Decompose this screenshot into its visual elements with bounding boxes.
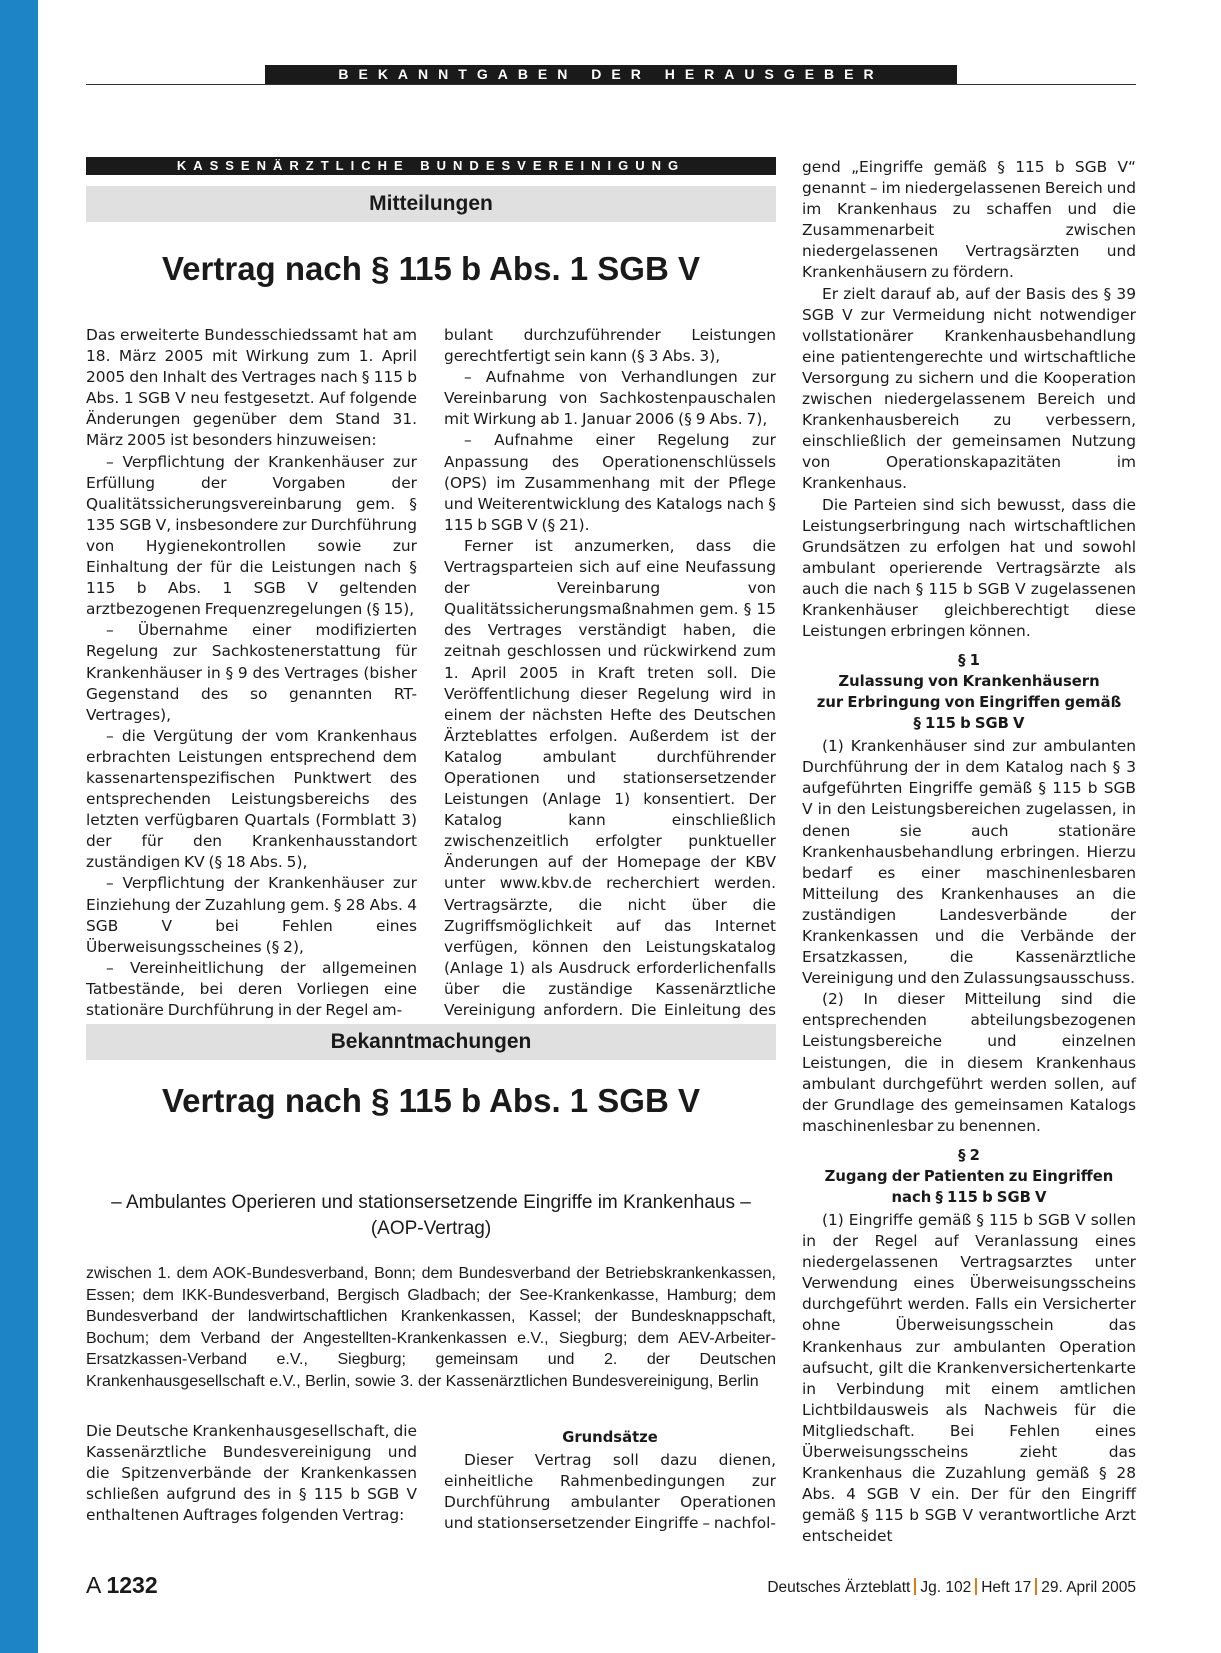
mitteilungen-title: Vertrag nach § 115 b Abs. 1 SGB V (161, 250, 700, 287)
paragraph: Die Parteien sind sich bewusst, dass die Leistungserbringung nach wirtschaftlichen Grundsätzen zu erfolgen hat und sowohl ambulant operierende Vertragsärzte als auch die nach § 115 b SGB V zugelassenen Krankenhäuser gleichberechtigt diese Leistungen erbringen können. (802, 495, 1136, 641)
journal-info (767, 1578, 1136, 1597)
section-title: § 115 b SGB V (913, 715, 1025, 733)
subtitle-line: (AOP-Vertrag) (370, 1218, 492, 1239)
paragraph: bulant durchzuführender Leistungen gerechtfertigt sein kann (§ 3 Abs. 3), (444, 326, 776, 366)
paragraph: (2) In dieser Mitteilung sind die entsprechenden abteilungsbezogenen Leistungsbereiche und einzelnen Leistungen, die in diesem Krankenhaus ambulant durchgeführt werden sollen, auf der Grundlage des gemeinsamen Katalogs maschinenlesbar zu benennen. (802, 990, 1136, 1135)
journal-date: 29. April 2005 (1041, 1579, 1136, 1596)
page-prefix: A (86, 1572, 101, 1598)
section-heading: Grundsätze (562, 1429, 658, 1446)
grundsaetze-column (444, 1421, 776, 1534)
paragraph: – die Vergütung der vom Krankenhaus erbrachten Leistungen entsprechend dem kassenartenspezifischen Punktwert des entsprechenden Leistungsbereichs des letzten verfügbaren Quartals (Formblatt 3) der für den Krankenhausstandort zuständigen KV (§ 18 Abs. 5), (86, 726, 417, 872)
contract-column-3 (802, 157, 1136, 1547)
section-title: nach § 115 b SGB V (891, 1188, 1047, 1206)
kbv-banner: KASSENÄRZTLICHE BUNDESVEREINIGUNG (86, 157, 776, 175)
section-title: Zugang der Patienten zu Eingriffen (824, 1167, 1114, 1185)
paragraph: Das erweiterte Bundesschiedssamt hat am 18. März 2005 mit Wirkung zum 1. April 2005 den Inhalt des Vertrages nach § 115 b Abs. 1 SGB V neu festgesetzt. Auf folgende Änderungen gegenüber dem Stand 31. März 2005 ist besonders hinzuweisen: (86, 326, 417, 450)
mitteilungen-column-2 (444, 325, 776, 1063)
paragraph: (1) Krankenhäuser sind zur ambulanten Durchführung der in dem Katalog nach § 3 aufgeführten Eingriffe gemäß § 115 b SGB V in den Leistungsbereichen zugelassen, in denen sie auch stationäre Krankenhausbehandlung erbringen. Hierzu bedarf es einer maschinenlesbaren Mitteilung des Krankenhauses an die zuständigen Landesverbände der Krankenkassen und die Verbände der Ersatzkassen, die Kassenärztliche Vereinigung und den Zulassungsausschuss. (802, 737, 1136, 988)
paragraph: – Vereinheitlichung der allgemeinen Tatbestände, bei deren Vorliegen eine stationäre Durchführung in der Regel am- (86, 958, 417, 1019)
paragraph: gend „Eingriffe gemäß § 115 b SGB V“ genannt – im niedergelassenen Bereich und im Krankenhaus zu schaffen und die Zusammenarbeit zwischen niedergelassenen Vertragsärzten und Krankenhäusern zu fördern. (802, 158, 1136, 282)
section-banner: BEKANNTGABEN DER HERAUSGEBER (265, 65, 957, 84)
paragraph: Die Deutsche Krankenhausgesellschaft, die Kassenärztliche Bundesvereinigung und die Spitzenverbände der Krankenkassen schließen aufgrund des in § 115 b SGB V enthaltenen Auftrages folgenden Vertrag: (86, 1422, 417, 1525)
paragraph: – Aufnahme von Verhandlungen zur Vereinbarung von Sachkostenpauschalen mit Wirkung ab 1. Januar 2006 (§ 9 Abs. 7), (444, 368, 776, 429)
paragraph: – Verpflichtung der Krankenhäuser zur Einziehung der Zuzahlung gem. § 28 Abs. 4 SGB V bei Fehlen eines Überweisungsscheines (§ 2), (86, 874, 417, 956)
paragraph: (1) Eingriffe gemäß § 115 b SGB V sollen in der Regel auf Veranlassung eines niedergelassenen Vertragsarztes unter Verwendung eines Überweisungsscheins durchgeführt werden. Falls ein Versicherter ohne Überweisungsschein das Krankenhaus zur ambulanten Operation aufsucht, gilt die Krankenversichertenkarte in Verbindung mit einem amtlichen Lichtbildausweis als Nachweis für die Mitgliedschaft. Bei Fehlen eines Überweisungsscheins zieht das Krankenhaus die Zuzahlung gemäß § 28 Abs. 4 SGB V ein. Der für den Eingriff gemäß § 115 b SGB V verantwortliche Arzt entscheidet (802, 1210, 1136, 1546)
section-title: Zulassung von Krankenhäusern (838, 673, 1100, 691)
header-rule (86, 84, 1136, 85)
journal-name: Deutsches Ärzteblatt (767, 1579, 911, 1596)
section-heading (802, 1145, 1136, 1208)
contract-intro-column (86, 1421, 417, 1526)
paragraph: – Aufnahme einer Regelung zur Anpassung des Operationenschlüssels (OPS) im Zusammenhang mit der Pflege und Weiterentwicklung des Katalogs nach § 115 b SGB V (§ 21). (444, 431, 776, 534)
section-number: § 1 (958, 652, 980, 670)
paragraph: Dieser Vertrag soll dazu dienen, einheitliche Rahmenbedingungen zur Durchführung ambulanter Operationen und stationsersetzender Eingriffe – nachfol- (444, 1451, 776, 1533)
paragraph: – Verpflichtung der Krankenhäuser zur Erfüllung der Vorgaben der Qualitätssicherungsvereinbarung gem. § 135 SGB V, insbesondere zur Durchführung von Hygienekontrollen sowie zur Einhaltung der für die Leistungen nach § 115 b Abs. 1 SGB V geltenden arztbezogenen Frequenzregelungen (§ 15), (86, 452, 417, 619)
journal-volume: Jg. 102 (920, 1579, 972, 1596)
separator (1035, 1578, 1037, 1595)
bekanntmachungen-label: Bekanntmachungen (86, 1024, 776, 1060)
separator (975, 1578, 977, 1595)
contract-subtitle (86, 1190, 776, 1242)
paragraph: – Übernahme einer modifizierten Regelung zur Sachkostenerstattung für Krankenhäuser in § 9 des Vertrages (bisher Gegenstand des so genannten RT-Vertrages), (86, 621, 417, 724)
section-heading (802, 650, 1136, 734)
paragraph (444, 536, 776, 1063)
section-title: zur Erbringung von Eingriffen gemäß (816, 694, 1122, 712)
mitteilungen-label: Mitteilungen (86, 186, 776, 222)
section-number: § 2 (958, 1146, 980, 1164)
page-number-value: 1232 (106, 1572, 158, 1598)
paragraph-text: Ferner ist anzumerken, dass die Vertragsparteien sich auf eine Neufassung der Vereinbarung von Qualitätssicherungsmaßnahmen gem. § 15 des Vertrages verständigt haben, die zeitnah geschlossen und rückwirkend zum 1. April 2005 in Kraft treten soll. Die Veröffentlichung dieser Regelung wird in einem der nächsten Hefte des Deutschen Ärzteblattes erfolgen. Außerdem ist der Katalog ambulant durchführender Operationen und stationsersetzender Leistungen (Anlage 1) konsentiert. Der Katalog kann einschließlich zwischenzeitlich erfolgter punktueller Änderungen auf der Homepage der KBV unter www.kbv.de recherchiert werden. Vertragsärzte, die nicht über die Zugriffsmöglichkeit auf das Internet verfügen, können den Leistungskatalog (Anlage 1) als Ausdruck erforderlichenfalls über die zuständige Kassenärztliche Vereinigung anfordern. Die Einleitung des (444, 536, 776, 1019)
separator (914, 1578, 916, 1595)
paragraph: Er zielt darauf ab, auf der Basis des § 39 SGB V zur Vermeidung nicht notwendiger vollstationärer Krankenhausbehandlung eine patientengerechte und wirtschaftliche Versorgung zu sichern und die Kooperation zwischen niedergelassenem Bereich und Krankenhausbereich zu verbessern, einschließlich der gemeinsamen Nutzung von Operationskapazitäten im Krankenhaus. (802, 284, 1136, 493)
journal-issue: Heft 17 (981, 1579, 1032, 1596)
bekanntmachungen-title: Vertrag nach § 115 b Abs. 1 SGB V (161, 1082, 700, 1119)
page-number (86, 1572, 158, 1599)
left-color-bar (0, 0, 38, 1653)
mitteilungen-column-1 (86, 325, 417, 1021)
subtitle-line: – Ambulantes Operieren und stationsersetzende Eingriffe im Krankenhaus – (111, 1192, 751, 1213)
contract-parties: zwischen 1. dem AOK-Bundesverband, Bonn; dem Bundesverband der Betriebskrankenkassen, Essen; dem IKK-Bundesverband, Bergisch Gladbach; der See-Krankenkasse, Hamburg; dem Bundesverband der landwirtschaftlichen Krankenkassen, Kassel; der Bundesknappschaft, Bochum; dem Verband der Angestellten-Krankenkassen e.V., Siegburg; dem AEV-Arbeiter-Ersatzkassen-Verband e.V., Siegburg; gemeinsam und 2. der Deutschen Krankenhausgesellschaft e.V., Berlin, sowie 3. der Kassenärztlichen Bundesvereinigung, Berlin (86, 1265, 776, 1390)
